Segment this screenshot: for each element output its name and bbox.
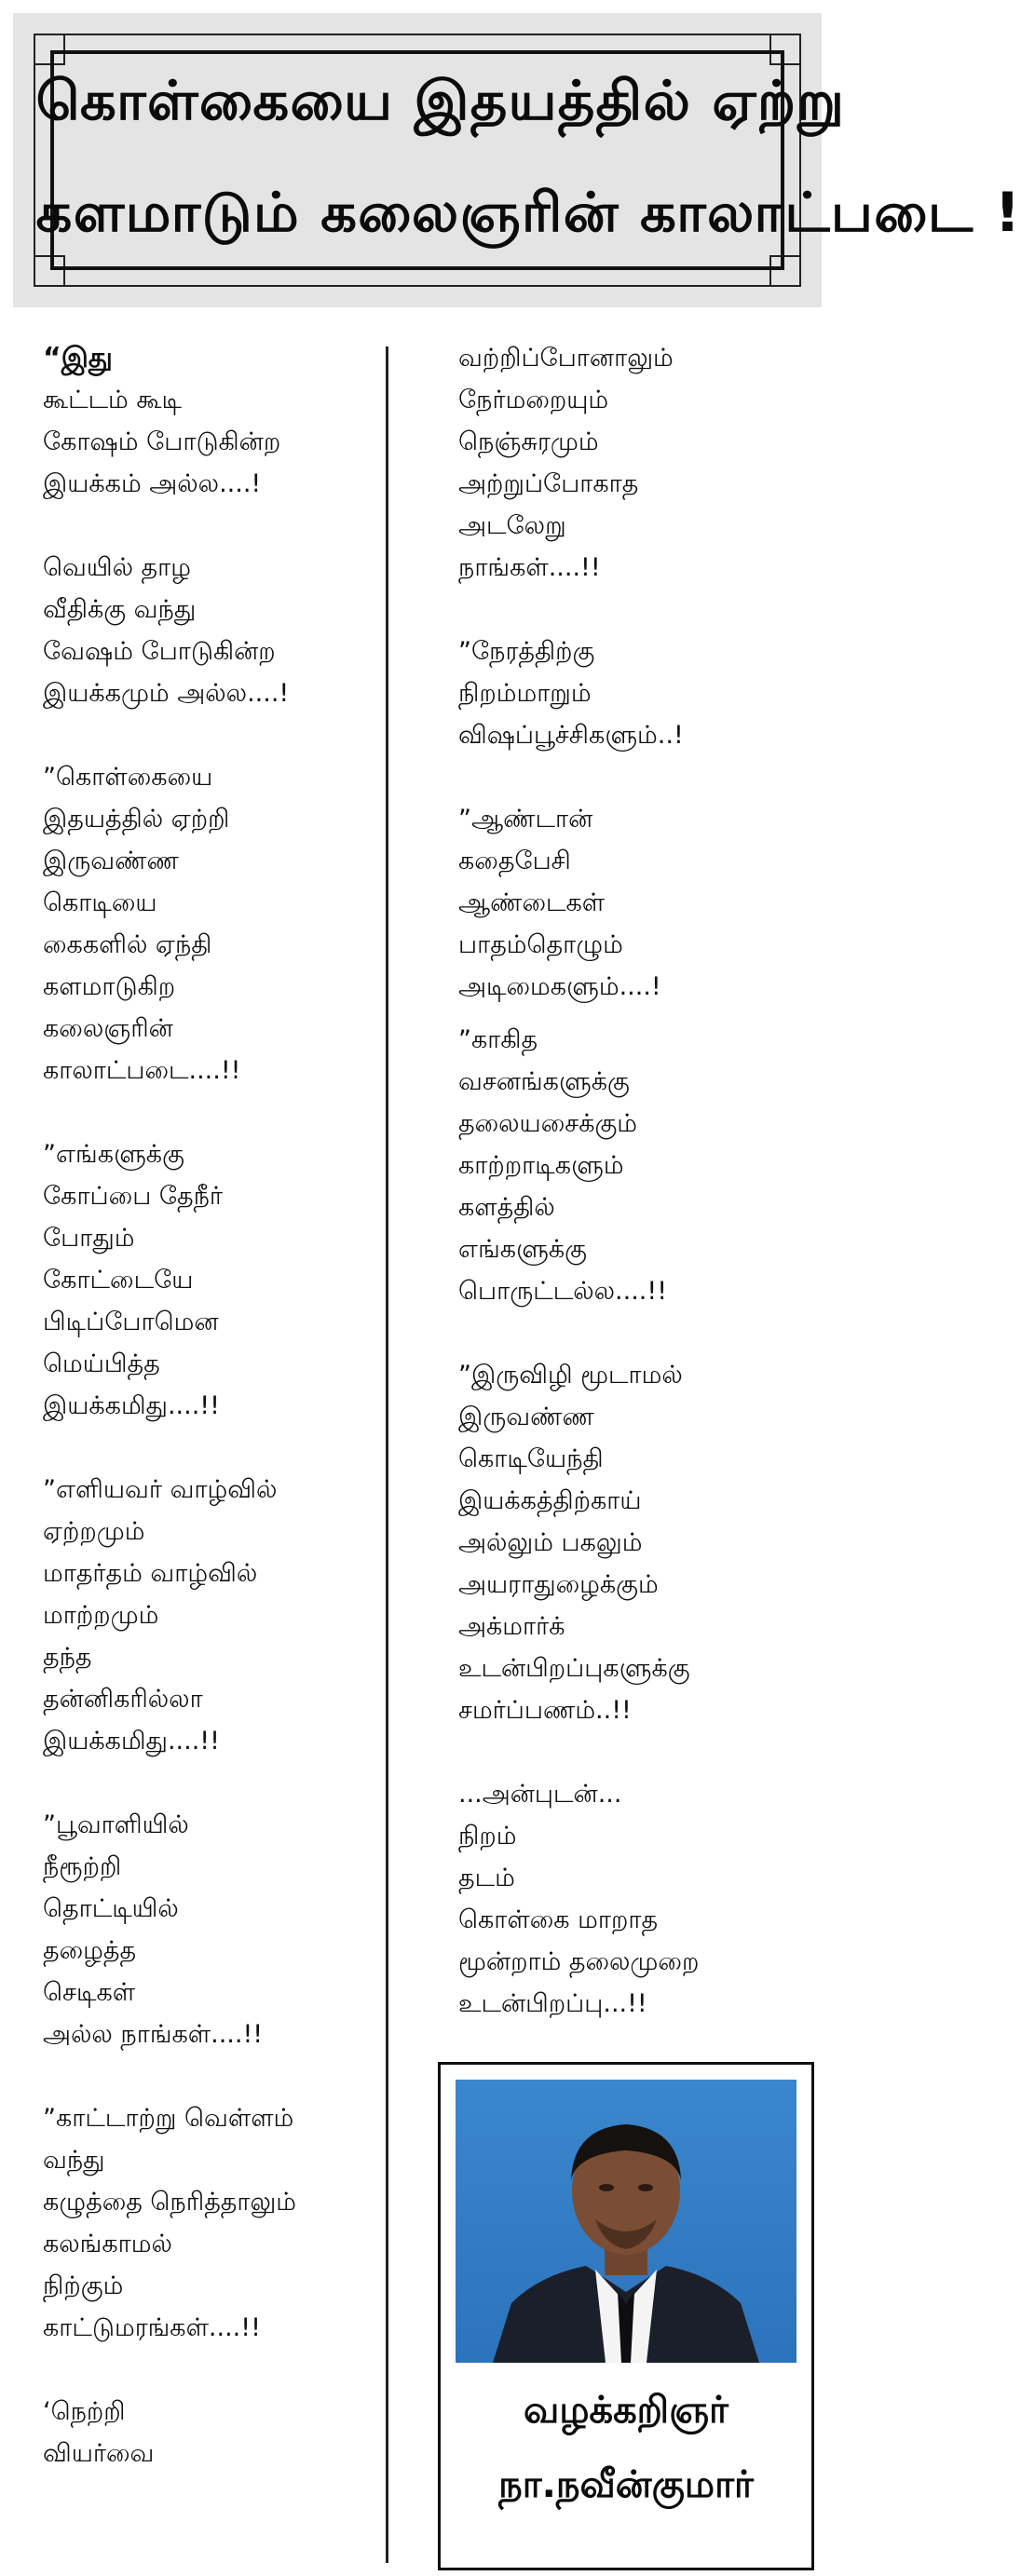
poem-stanza [43, 1133, 378, 1427]
poem-line: மாற்றமும் [43, 1601, 159, 1630]
poem-line: இதயத்தில் ஏற்றி [43, 805, 230, 834]
poem-stanza [43, 1469, 378, 1762]
poem-line: ”இருவிழி மூடாமல் [458, 1361, 683, 1390]
column-divider [386, 346, 388, 2563]
poem-line: ...அன்புடன்... [458, 1780, 622, 1809]
poem-line: தழைத்த [43, 1936, 137, 1965]
poem-line: நிற்கும் [43, 2271, 124, 2300]
poem-stanza [43, 756, 378, 1091]
poem-line: உடன்பிறப்புகளுக்கு [458, 1654, 690, 1683]
poem-line: கொள்கை மாறாத [458, 1905, 659, 1934]
poem-line: கோஷம் போடுகின்ற [43, 427, 281, 456]
poem-stanza [458, 1019, 812, 1312]
poem-line: பிடிப்போமென [43, 1308, 219, 1336]
poem-line: கைகளில் ஏந்தி [43, 930, 212, 959]
poem-line: இயக்கமிது....!! [43, 1391, 220, 1420]
poem-stanza [458, 337, 812, 589]
poem-line: விஷப்பூச்சிகளும்..! [458, 721, 684, 750]
poem-line: ”காட்டாற்று வெள்ளம் [43, 2104, 294, 2133]
poem-line: நிறம்மாறும் [458, 679, 592, 708]
poem-line: நாங்கள்....!! [458, 553, 601, 582]
poem-stanza [458, 630, 812, 756]
poem-line: ”காகித [458, 1025, 538, 1054]
poem-line: காட்டுமரங்கள்....!! [43, 2313, 261, 2342]
poem-line: “இது [43, 342, 113, 374]
poem-line: நெஞ்சுரமும் [458, 427, 599, 456]
poem-line: கொடியை [43, 888, 157, 917]
poem-line: அல்ல நாங்கள்....!! [43, 2020, 264, 2049]
author-name: நா.நவீன்குமார் [498, 2463, 754, 2506]
author-title: வழக்கறிஞர் [524, 2389, 728, 2432]
poem-stanza [43, 337, 378, 505]
poem-line: உடன்பிறப்பு...!! [458, 1989, 647, 2018]
poem-line: இருவண்ண [458, 1403, 594, 1431]
poem-stanza [43, 2391, 378, 2474]
poem-line: வெயில் தாழ [43, 553, 191, 582]
poem-right-column [458, 337, 812, 2067]
poem-line: ”எளியவர் வாழ்வில் [43, 1475, 278, 1504]
poem-line: தொட்டியில் [43, 1894, 179, 1923]
poem-line: களமாடுகிற [43, 972, 176, 1001]
poem-line: கலைஞரின் [43, 1014, 173, 1043]
poem-line: வியர்வை [43, 2439, 155, 2468]
poem-line: கொடியேந்தி [458, 1444, 604, 1473]
poem-line: தந்த [43, 1643, 92, 1672]
poem-line: இயக்கம் அல்ல....! [43, 469, 262, 498]
poem-line: அற்றுப்போகாத [458, 469, 639, 498]
poem-line: ”நேரத்திற்கு [458, 637, 595, 666]
poem-line: வேஷம் போடுகின்ற [43, 637, 276, 666]
poem-line: வற்றிப்போனாலும் [458, 344, 674, 373]
poem-line: ஏற்றமும் [43, 1517, 145, 1546]
poem-stanza [43, 2097, 378, 2349]
title-banner [13, 13, 1021, 307]
poem-line: ஆண்டைகள் [458, 888, 606, 917]
poem-stanza [458, 1354, 812, 1731]
poem-left-column [43, 337, 378, 2516]
poem-line: காற்றாடிகளும் [458, 1151, 624, 1180]
poem-stanza [43, 547, 378, 714]
author-photo [456, 2080, 796, 2363]
poem-line: கூட்டம் கூடி [43, 386, 182, 414]
poem-line: அடலேறு [458, 511, 566, 540]
poem-line: வந்து [43, 2146, 105, 2175]
poem-line: நிறம் [458, 1822, 517, 1851]
poem-line: எங்களுக்கு [458, 1235, 587, 1264]
poem-line: கலங்காமல் [43, 2230, 172, 2258]
poem-line: ”கொள்கையை [43, 763, 213, 792]
poem-line: களத்தில் [458, 1193, 555, 1222]
poem-line: கோட்டையே [43, 1266, 194, 1295]
poem-line: இயக்கத்திற்காய் [458, 1486, 642, 1515]
poem-line: நீரூற்றி [43, 1852, 122, 1881]
poem-line: சமர்ப்பணம்..!! [458, 1696, 632, 1725]
headline-line-2: களமாடும் கலைஞரின் காலாட்படை ! [35, 181, 1021, 244]
poem-line: அடிமைகளும்....! [458, 972, 661, 1001]
poem-line: காலாட்படை....!! [43, 1056, 241, 1085]
poem-line: வசனங்களுக்கு [458, 1067, 630, 1096]
poem-line: இருவண்ண [43, 847, 179, 875]
poem-line: இயக்கமும் அல்ல....! [43, 679, 290, 708]
poem-stanza [458, 798, 812, 1008]
poem-line: அக்மார்க் [458, 1612, 565, 1641]
person-portrait-icon [456, 2080, 796, 2363]
poem-line: மாதர்தம் வாழ்வில் [43, 1559, 258, 1588]
poem-line: கோப்பை தேநீர் [43, 1182, 224, 1211]
author-card [438, 2062, 814, 2570]
poem-line: போதும் [43, 1224, 135, 1253]
poem-stanza [458, 1773, 812, 2025]
poem-line: பாதம்தொழும் [458, 930, 623, 959]
poem-line: வீதிக்கு வந்து [43, 595, 197, 624]
poem-line: பொருட்டல்ல....!! [458, 1277, 668, 1306]
poem-line: கதைபேசி [458, 847, 571, 875]
poem-line: தலையசைக்கும் [458, 1109, 638, 1138]
poem-line: செடிகள் [43, 1978, 136, 2007]
poem-line: தன்னிகரில்லா [43, 1685, 203, 1714]
poem-line: ”எங்களுக்கு [43, 1140, 184, 1169]
poem-line: நேர்மறையும் [458, 386, 609, 414]
poem-line: மூன்றாம் தலைமுறை [458, 1947, 700, 1976]
poem-line: மெய்பித்த [43, 1349, 160, 1378]
poem-line: கழுத்தை நெரித்தாலும் [43, 2188, 297, 2217]
poem-line: ”ஆண்டான் [458, 805, 593, 834]
poem-line: தடம் [458, 1864, 515, 1892]
poem-stanza [43, 1804, 378, 2055]
poem-line: ‘நெற்றி [43, 2397, 126, 2426]
poem-line: அல்லும் பகலும் [458, 1528, 643, 1557]
poem-line: இயக்கமிது....!! [43, 1727, 220, 1756]
headline-line-1: கொள்கையை இதயத்தில் ஏற்று [35, 69, 846, 132]
poem-line: அயராதுழைக்கும் [458, 1570, 659, 1599]
poem-line: ”பூவாளியில் [43, 1810, 189, 1839]
